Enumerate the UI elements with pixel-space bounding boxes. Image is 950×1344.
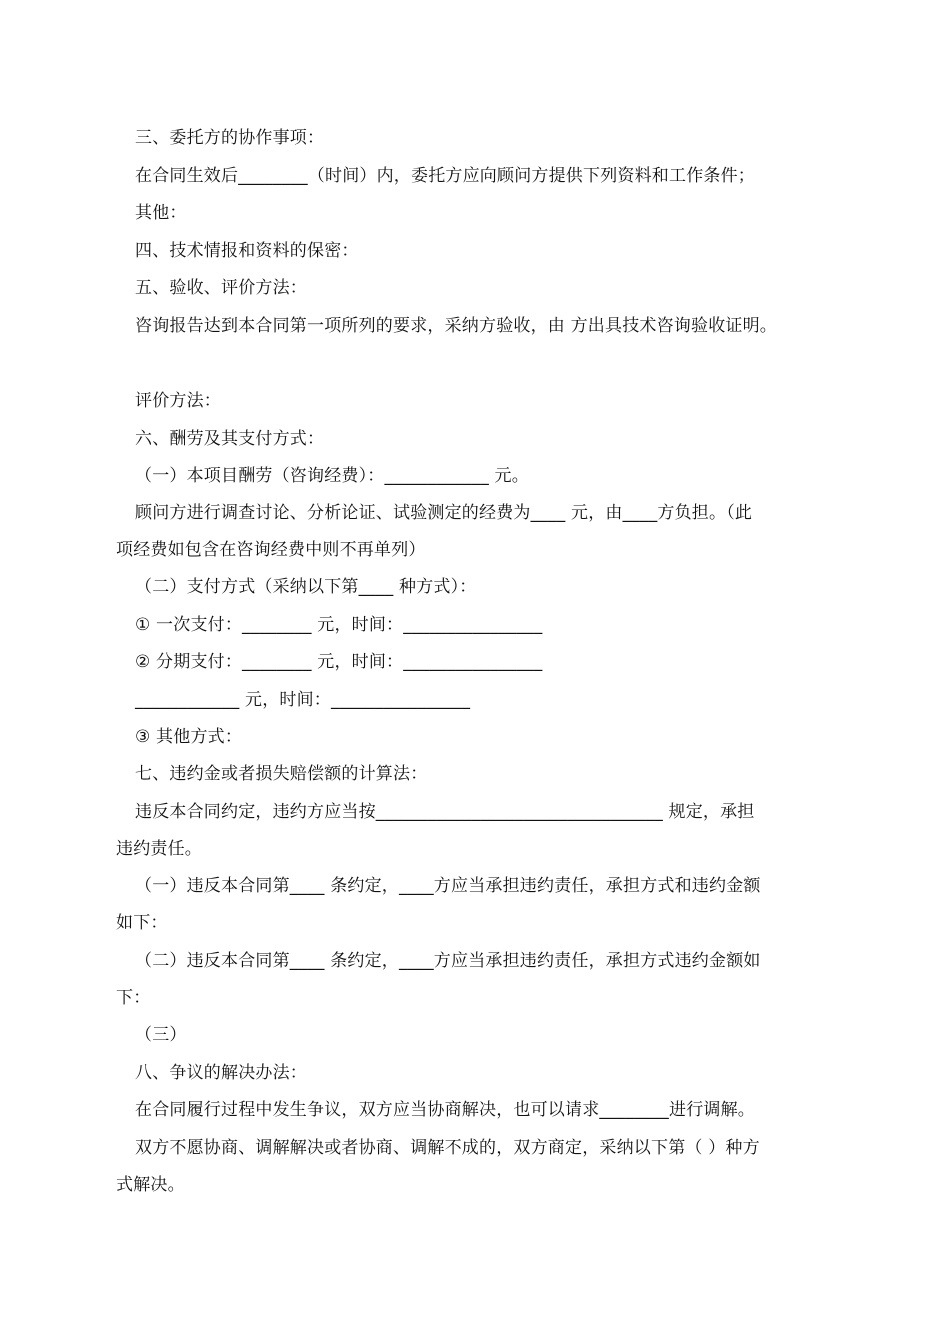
paragraph-line: （一）违反本合同第____ 条约定，____方应当承担违约责任，承担方式和违约金额 <box>135 876 761 896</box>
paragraph-line: 顾问方进行调查讨论、分析论证、试验测定的经费为____ 元，由____方负担。（此 <box>135 503 753 523</box>
paragraph-line: 咨询报告达到本合同第一项所列的要求，采纳方验收，由 方出具技术咨询验收证明。 <box>135 316 778 336</box>
paragraph-line: 双方不愿协商、调解解决或者协商、调解不成的，双方商定，采纳以下第（ ）种方 <box>135 1138 760 1158</box>
paragraph-line: 在合同生效后________（时间）内，委托方应向顾问方提供下列资料和工作条件； <box>135 166 755 186</box>
paragraph-line: ____________ 元，时间：________________ <box>135 690 471 710</box>
paragraph-line: 下： <box>116 988 151 1008</box>
paragraph-line: 违约责任。 <box>116 839 202 859</box>
paragraph-line: （三） <box>135 1025 187 1045</box>
paragraph-line: ③ 其他方式： <box>135 727 243 747</box>
section-8-heading: 八、争议的解决办法： <box>135 1063 307 1083</box>
paragraph-line: 式解决。 <box>116 1175 185 1195</box>
paragraph-line: 评价方法： <box>135 391 221 411</box>
paragraph-line: 项经费如包含在咨询经费中则不再单列） <box>116 540 426 560</box>
paragraph-line: 其他： <box>135 203 187 223</box>
paragraph-line: （一）本项目酬劳（咨询经费）：____________ 元。 <box>135 466 529 486</box>
section-7-heading: 七、违约金或者损失赔偿额的计算法： <box>135 764 428 784</box>
paragraph-line: 如下： <box>116 913 168 933</box>
paragraph-line: 违反本合同约定，违约方应当按_________________________________ 规定，承担 <box>135 802 755 822</box>
section-4-heading: 四、技术情报和资料的保密： <box>135 241 359 261</box>
paragraph-line: （二）违反本合同第____ 条约定，____方应当承担违约责任，承担方式违约金额如 <box>135 951 761 971</box>
section-3-heading: 三、委托方的协作事项： <box>135 128 325 148</box>
paragraph-line: （二）支付方式（采纳以下第____ 种方式）： <box>135 577 477 597</box>
paragraph-line: ① 一次支付：________ 元，时间：________________ <box>135 615 543 635</box>
section-6-heading: 六、酬劳及其支付方式： <box>135 429 325 449</box>
section-5-heading: 五、验收、评价方法： <box>135 278 307 298</box>
paragraph-line: 在合同履行过程中发生争议，双方应当协商解决，也可以请求________进行调解。 <box>135 1100 755 1120</box>
paragraph-line: ② 分期支付：________ 元，时间：________________ <box>135 652 543 672</box>
